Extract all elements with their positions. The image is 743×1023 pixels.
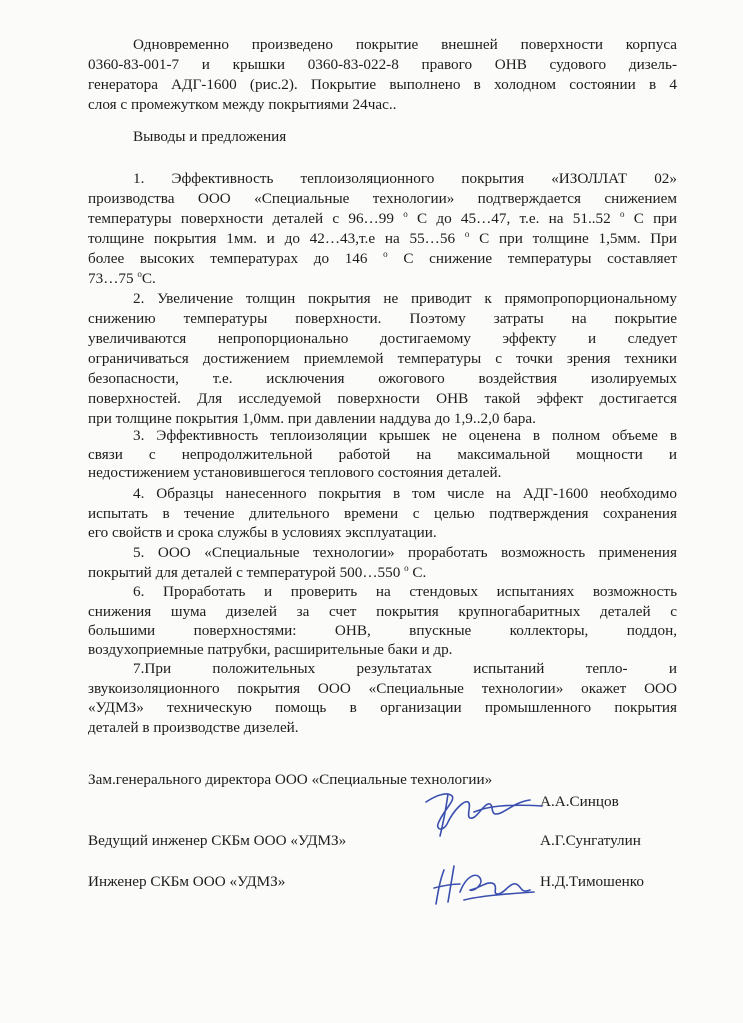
p5-line-2: покрытий для деталей с температурой 500…550 $^o$ С.	[88, 563, 427, 581]
p2-line-2: снижению температуры поверхности. Поэтому затраты на покрытие	[88, 310, 677, 327]
intro-line-1: Одновременно произведено покрытие внешней поверхности корпуса	[133, 36, 677, 53]
p3-line-2: связи с непродолжительной работой на максимальной мощности и	[88, 446, 677, 463]
p4-line-2: испытать в течение длительного времени с целью подтверждения сохранения	[88, 505, 677, 522]
p7-line-1: 7.При положительных результатах испытаний тепло- и	[133, 660, 677, 677]
handwritten-signature-1	[418, 782, 548, 838]
intro-line-2: 0360-83-001-7 и крышки 0360-83-022-8 правого ОНВ судового дизель-	[88, 56, 677, 73]
p2-line-7: при толщине покрытия 1,0мм. при давлении наддува до 1,9..2,0 бара.	[88, 410, 536, 427]
p2-line-6: поверхностей. Для исследуемой поверхности ОНВ такой эффект достигается	[88, 390, 677, 407]
p7-line-2: звукоизоляционного покрытия ООО «Специальные технологии» окажет ООО	[88, 680, 677, 697]
p4-line-3: его свойств и срока службы в условиях эксплуатации.	[88, 524, 437, 541]
degree-mark: o	[464, 229, 470, 239]
p2-line-1: 2. Увеличение толщин покрытия не приводит к прямопропорциональному	[133, 290, 677, 307]
signatory-role-1: Зам.генерального директора ООО «Специальные технологии»	[88, 771, 493, 788]
p3-line-1: 3. Эффективность теплоизоляции крышек не оценена в полном объеме в	[133, 427, 677, 444]
p1-line-1: 1. Эффективность теплоизоляционного покрытия «ИЗОЛЛАТ 02»	[133, 170, 677, 187]
p1-line-4: толщине покрытия 1мм. и до 42…43,т.е на 55…56 $^o$ С при толщине 1,5мм. При	[88, 229, 677, 247]
p4-line-1: 4. Образцы нанесенного покрытия в том числе на АДГ-1600 необходимо	[133, 485, 677, 502]
p6-line-3: большими поверхностями: ОНВ, впускные коллекторы, поддон,	[88, 622, 677, 639]
degree-mark: o	[404, 563, 409, 573]
p1-line-5: более высоких температурах до 146 $^o$ С снижение температуры составляет	[88, 249, 678, 267]
p7-line-4: деталей в производстве дизелей.	[88, 719, 299, 736]
signatory-name-1: А.А.Синцов	[540, 793, 619, 810]
p2-line-3: увеличиваются непропорционально достигаемому эффекту и следует	[88, 330, 677, 347]
conclusions-heading: Выводы и предложения	[133, 128, 287, 145]
degree-mark: o	[620, 209, 625, 219]
p1-line-6: 73…75 $^o$С.	[88, 269, 156, 287]
degree-mark: o	[137, 269, 142, 279]
p5-line-1: 5. ООО «Специальные технологии» проработать возможность применения	[133, 544, 677, 561]
p6-line-4: воздухоприемные патрубки, расширительные баки и др.	[88, 641, 453, 658]
signatory-role-2: Ведущий инженер СКБм ООО «УДМЗ»	[88, 832, 347, 849]
p6-line-2: снижения шума дизелей за счет покрытия крупногабаритных деталей с	[88, 603, 677, 620]
intro-line-4: слоя с промежутком между покрытиями 24час..	[88, 96, 397, 113]
p1-line-3: температуры поверхности деталей с 96…99 $^o$ С до 45…47, т.е. на 51..52 $^o$ С при	[88, 209, 678, 227]
signatory-role-3: Инженер СКБм ООО «УДМЗ»	[88, 873, 286, 890]
p3-line-3: недостижением установившегося теплового состояния деталей.	[88, 464, 502, 481]
p2-line-5: безопасности, т.е. исключения ожогового воздействия изолируемых	[88, 370, 677, 387]
handwritten-signature-3	[430, 858, 540, 910]
degree-mark: o	[383, 249, 388, 259]
signatory-name-2: А.Г.Сунгатулин	[540, 832, 641, 849]
degree-mark: o	[403, 209, 408, 219]
p2-line-4: ограничиваться достижением приемлемой температуры с точки зрения техники	[88, 350, 677, 367]
p6-line-1: 6. Проработать и проверить на стендовых испытаниях возможность	[133, 583, 677, 600]
p1-line-2: производства ООО «Специальные технологии» подтверждается снижением	[88, 190, 677, 207]
p7-line-3: «УДМЗ» техническую помощь в организации промышленного покрытия	[88, 699, 677, 716]
signatory-name-3: Н.Д.Тимошенко	[540, 873, 644, 890]
intro-line-3: генератора АДГ-1600 (рис.2). Покрытие выполнено в холодном состоянии в 4	[88, 76, 677, 93]
